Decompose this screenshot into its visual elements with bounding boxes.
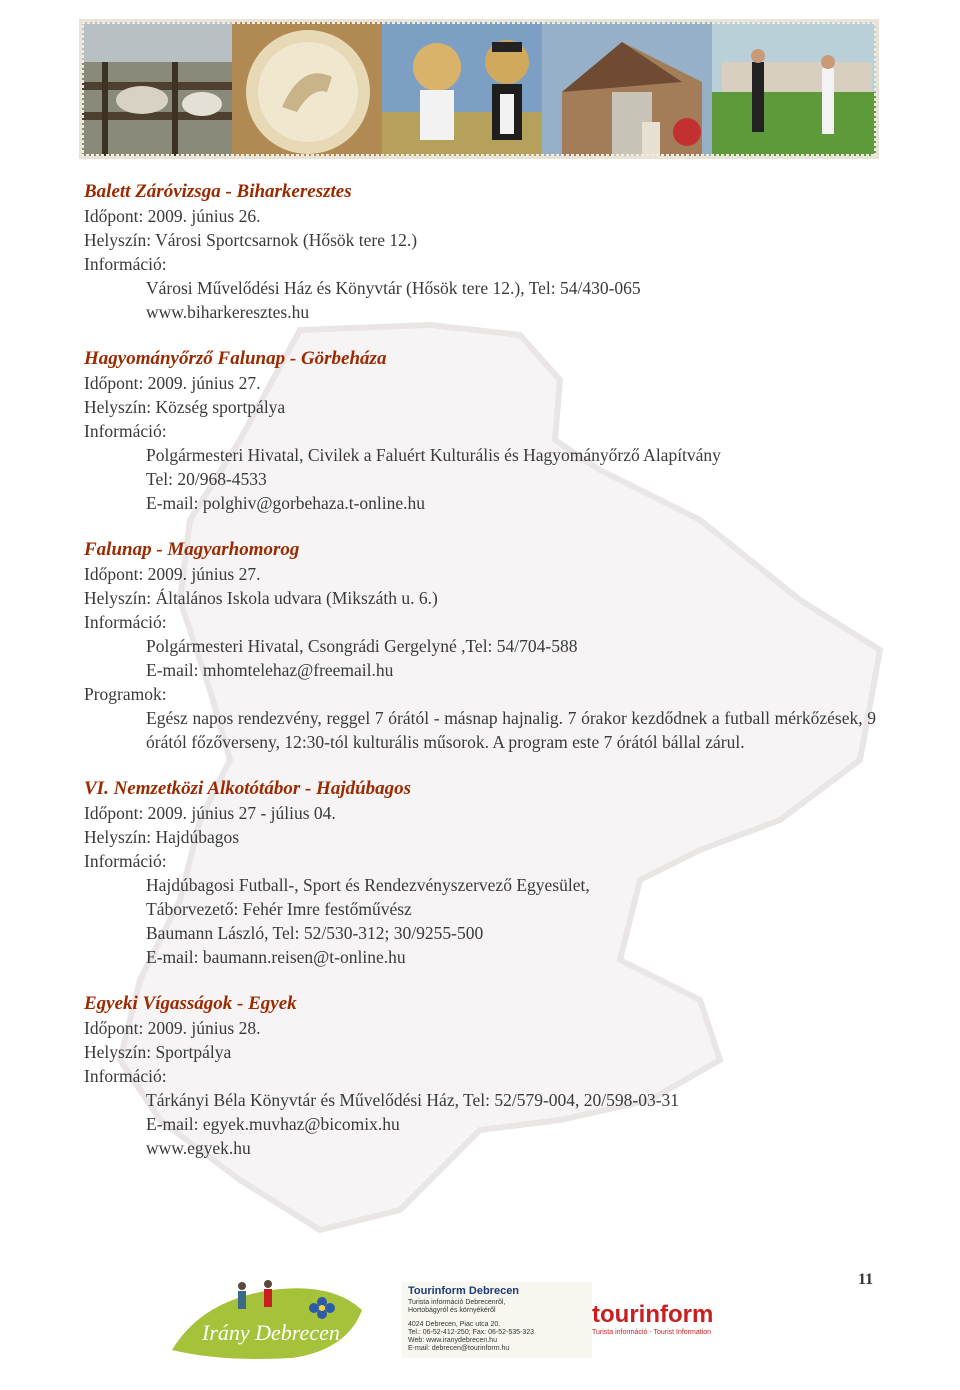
event-date: Időpont: 2009. június 28.: [84, 1018, 261, 1038]
event-title: Hagyományőrző Falunap - Görbeháza: [84, 348, 387, 369]
footer-banner: [172, 1280, 762, 1360]
event-title: Egyeki Vígasságok - Egyek: [84, 993, 297, 1014]
iranydebrecen-logo: [172, 1280, 362, 1359]
event-info-label: Információ:: [84, 851, 167, 871]
tourinform-title: Tourinform Debrecen: [408, 1285, 520, 1297]
brand-name: tourinform: [592, 1301, 714, 1328]
event-venue: Helyszín: Község sportpálya: [84, 397, 286, 417]
event-date: Időpont: 2009. június 26.: [84, 206, 261, 226]
event-gorbehaza: [84, 347, 876, 515]
event-magyarhomorog: [84, 538, 876, 754]
logo-text: Irány Debrecen: [202, 1320, 340, 1345]
event-programs-text: Egész napos rendezvény, reggel 7 órától - másnap hajnalig. 7 órakor kezdődnek a futball mérkőzések, 9 órától főzőverseny, 12:30-tól kulturális műsorok. A program este 7 órától bállal zárul.: [146, 708, 876, 752]
event-info-line: Hajdúbagosi Futball-, Sport és Rendezvényszervező Egyesület,: [146, 875, 590, 895]
event-info-line: Tárkányi Béla Könyvtár és Művelődési Ház, Tel: 52/579-004, 20/598-03-31: [146, 1090, 680, 1110]
event-date: Időpont: 2009. június 27.: [84, 564, 261, 584]
tourinform-logo: [592, 1301, 713, 1336]
event-info-label: Információ:: [84, 421, 167, 441]
photo-banner: [82, 22, 876, 156]
event-info-line: Táborvezető: Fehér Imre festőművész: [146, 899, 412, 919]
event-phone: Tel: 20/968-4533: [146, 469, 267, 489]
event-programs-label: Programok:: [84, 684, 167, 704]
event-info-line: Városi Művelődési Ház és Könyvtár (Hősök tere 12.), Tel: 54/430-065: [146, 278, 641, 298]
event-title: Falunap - Magyarhomorog: [84, 539, 300, 560]
event-hajdubagos: [84, 777, 876, 969]
tourinform-info-block: [402, 1282, 592, 1358]
photo-carved-dough: [232, 22, 382, 156]
event-date: Időpont: 2009. június 27.: [84, 373, 261, 393]
tourinform-sub-2: Hortobágyról és környékéről: [408, 1307, 496, 1314]
photo-dancers: [712, 22, 876, 156]
page-number: 11: [858, 1271, 874, 1288]
photo-village-house: [542, 22, 712, 156]
event-email[interactable]: E-mail: egyek.muvhaz@bicomix.hu: [146, 1114, 400, 1134]
event-title: VI. Nemzetközi Alkotótábor - Hajdúbagos: [84, 778, 412, 799]
web-line: Web: www.iranydebrecen.hu: [408, 1337, 497, 1344]
event-egyek: [84, 992, 876, 1160]
address-line: 4024 Debrecen, Piac utca 20.: [408, 1321, 501, 1328]
event-info-line: Polgármesteri Hivatal, Csongrádi Gergelyné ,Tel: 54/704-588: [146, 636, 578, 656]
event-venue: Helyszín: Városi Sportcsarnok (Hősök tere 12.): [84, 230, 418, 250]
event-info-label: Információ:: [84, 612, 167, 632]
event-email[interactable]: E-mail: mhomtelehaz@freemail.hu: [146, 660, 394, 680]
brand-tagline: Turista információ - Tourist Information: [592, 1329, 712, 1336]
email-line: E-mail: debrecen@tourinform.hu: [408, 1345, 510, 1352]
tourinform-sub-1: Turista információ Debrecenről,: [408, 1299, 506, 1306]
event-title: Balett Záróvizsga - Biharkeresztes: [84, 181, 352, 202]
event-venue: Helyszín: Hajdúbagos: [84, 827, 240, 847]
photo-straw-figures: [382, 22, 542, 156]
event-website[interactable]: www.biharkeresztes.hu: [146, 302, 310, 322]
event-venue: Helyszín: Sportpálya: [84, 1042, 232, 1062]
event-info-line: Polgármesteri Hivatal, Civilek a Faluért Kulturális és Hagyományőrző Alapítvány: [146, 445, 721, 465]
event-date: Időpont: 2009. június 27 - július 04.: [84, 803, 336, 823]
event-info-label: Információ:: [84, 254, 167, 274]
photo-horses: [82, 22, 232, 156]
event-venue: Helyszín: Általános Iskola udvara (Mikszáth u. 6.): [84, 588, 438, 608]
event-phone: Baumann László, Tel: 52/530-312; 30/9255-500: [146, 923, 484, 943]
event-list: [84, 180, 876, 1183]
phone-line: Tel.: 06-52-412-250; Fax: 06-52-535-323: [408, 1329, 535, 1336]
event-email[interactable]: E-mail: baumann.reisen@t-online.hu: [146, 947, 406, 967]
event-balett: [84, 180, 876, 324]
event-email[interactable]: E-mail: polghiv@gorbehaza.t-online.hu: [146, 493, 426, 513]
event-website[interactable]: www.egyek.hu: [146, 1138, 251, 1158]
event-info-label: Információ:: [84, 1066, 167, 1086]
